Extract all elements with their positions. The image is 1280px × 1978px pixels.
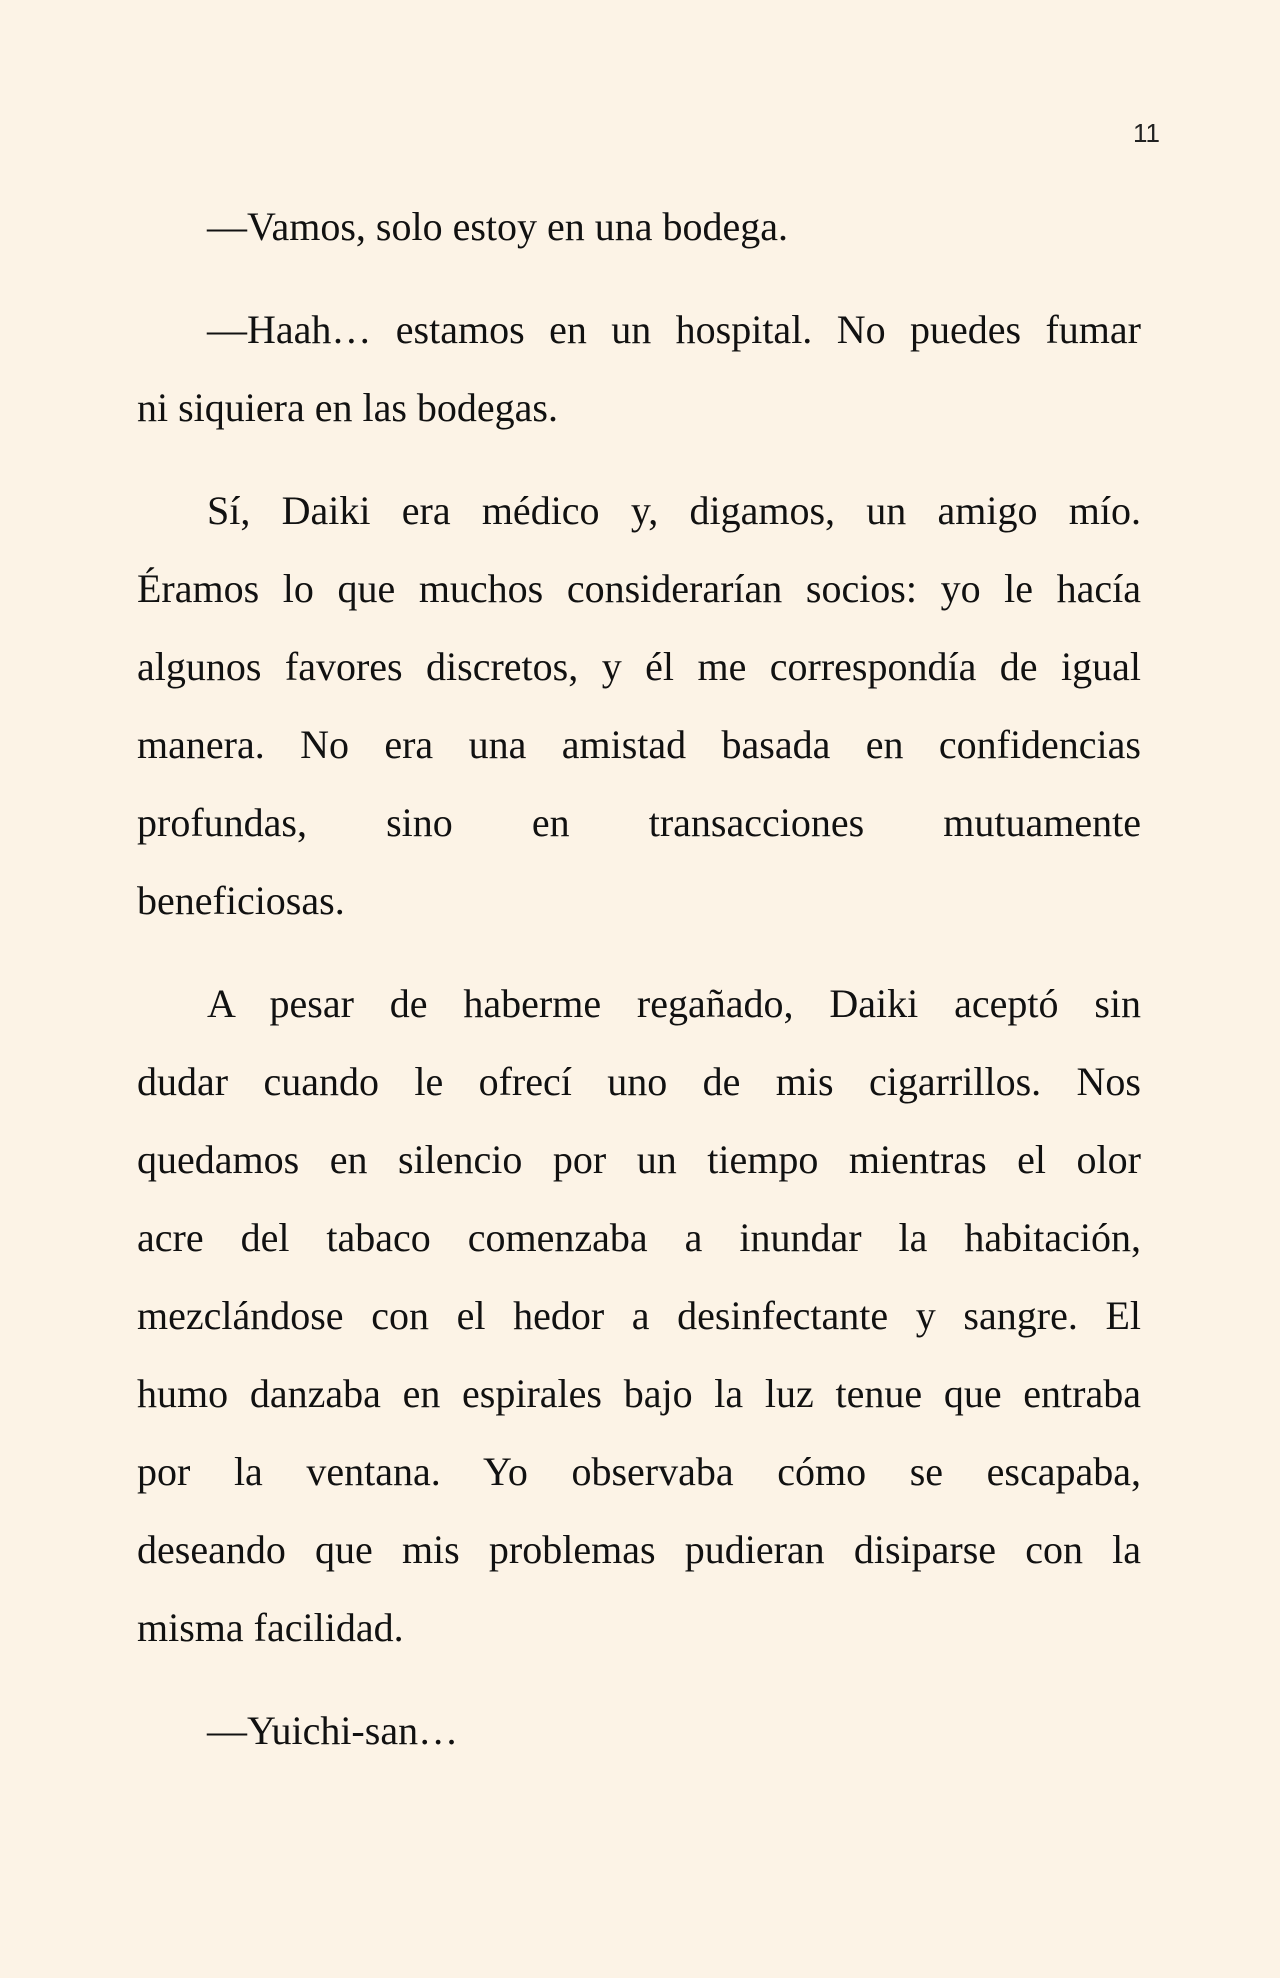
text-line: mezclándose con el hedor a desinfectante y sangre. El — [137, 1293, 1141, 1338]
text-line: profundas, sino en transacciones mutuamente — [137, 800, 1141, 845]
text-line: quedamos en silencio por un tiempo mientras el olor — [137, 1137, 1141, 1182]
text-line: Sí, Daiki era médico y, digamos, un amigo mío. — [207, 488, 1141, 533]
text-line: humo danzaba en espirales bajo la luz tenue que entraba — [137, 1371, 1141, 1416]
text-line: ni siquiera en las bodegas. — [137, 385, 558, 430]
paragraph — [137, 482, 1141, 950]
text-line: acre del tabaco comenzaba a inundar la habitación, — [137, 1215, 1141, 1260]
paragraph — [137, 1702, 1141, 1780]
text-line: —Yuichi-san… — [207, 1708, 459, 1753]
text-line: —Vamos, solo estoy en una bodega. — [207, 204, 789, 249]
text-line: misma facilidad. — [137, 1605, 404, 1650]
paragraph — [137, 301, 1141, 457]
body-text — [137, 198, 1141, 1805]
paragraph — [137, 975, 1141, 1677]
paragraph — [137, 198, 1141, 276]
text-line: A pesar de haberme regañado, Daiki aceptó sin — [207, 981, 1141, 1026]
text-line: deseando que mis problemas pudieran disiparse con la — [137, 1527, 1141, 1572]
text-line: beneficiosas. — [137, 878, 345, 923]
text-line: por la ventana. Yo observaba cómo se escapaba, — [137, 1449, 1141, 1494]
text-line: algunos favores discretos, y él me correspondía de igual — [137, 644, 1141, 689]
text-line: dudar cuando le ofrecí uno de mis cigarrillos. Nos — [137, 1059, 1141, 1104]
text-line: Éramos lo que muchos considerarían socios: yo le hacía — [137, 566, 1141, 611]
text-line: —Haah… estamos en un hospital. No puedes fumar — [207, 307, 1141, 352]
text-line: manera. No era una amistad basada en confidencias — [137, 722, 1141, 767]
page-number: 11 — [1133, 118, 1160, 148]
